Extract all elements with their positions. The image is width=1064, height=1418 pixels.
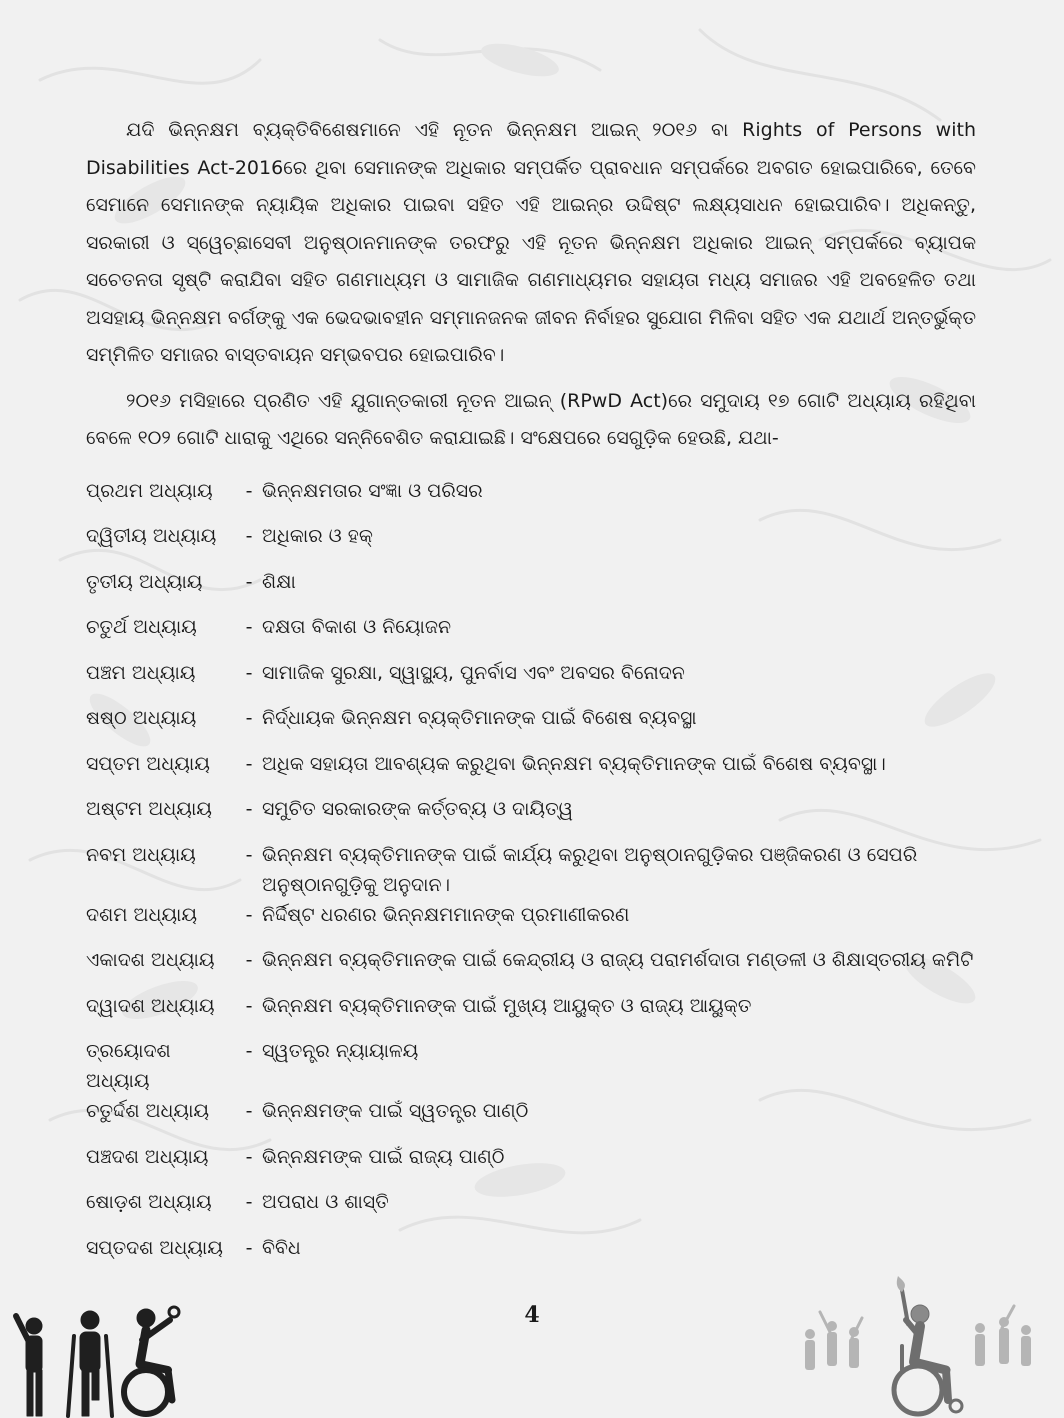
- chapter-dash: -: [245, 1236, 253, 1259]
- intro-paragraph: ଯଦି ଭିନ୍ନକ୍ଷମ ବ୍ୟକ୍ତିବିଶେଷମାନେ ଏହି ନୂତନ ଭିନ୍ନକ୍ଷମ ଆଇନ୍ ୨୦୧୬ ବା Rights of Persons with Disabilities Act-2016ରେ ଥିବା ସେମାନଙ୍କ ଅଧିକାର ସମ୍ପର୍କିତ ପ୍ରାବଧାନ ସମ୍ପର୍କରେ ଅବଗତ ହୋଇପାରିବେ, ତେବେ ସେମାନେ ସେମାନଙ୍କ ନ୍ୟାୟିକ ଅଧିକାର ପାଇବା ସହିତ ଏହି ଆଇନ୍ର ଉଦ୍ଦିଷ୍ଟ ଲକ୍ଷ୍ୟସାଧନ ହୋଇପାରିବ। ଅଧିକନ୍ତୁ, ସରକାରୀ ଓ ସ୍ୱେଚ୍ଛାସେବୀ ଅନୁଷ୍ଠାନମାନଙ୍କ ତରଫରୁ ଏହି ନୂତନ ଭିନ୍ନକ୍ଷମ ଅଧିକାର ଆଇନ୍ ସମ୍ପର୍କରେ ବ୍ୟାପକ ସଚେତନତା ସୃଷ୍ଟି କରାଯିବା ସହିତ ଗଣମାଧ୍ୟମ ଓ ସାମାଜିକ ଗଣମାଧ୍ୟମର ସହାୟତା ମଧ୍ୟ ସମାଜର ଏହି ଅବହେଳିତ ତଥା ଅସହାୟ ଭିନ୍ନକ୍ଷମ ବର୍ଗଙ୍କୁ ଏକ ଭେଦଭାବହୀନ ସମ୍ମାନଜନକ ଜୀବନ ନିର୍ବାହର ସୁଯୋଗ ମିଳିବା ସହିତ ଏକ ଯଥାର୍ଥ ଅନ୍ତର୍ଭୁକ୍ତ ସମ୍ମିଳିତ ସମାଜର ବାସ୍ତବାୟନ ସମ୍ଭବପର ହୋଇପାରିବ।: [86, 119, 976, 366]
- chapter-title: ବିବିଧ: [262, 1236, 301, 1259]
- chapter-dash: -: [245, 843, 253, 866]
- chapter-name: ଚତୁର୍ଥ ଅଧ୍ୟାୟ: [86, 616, 197, 638]
- chapter-title: ଭିନ୍ନକ୍ଷମ ବ୍ୟକ୍ତିମାନଙ୍କ ପାଇଁ ମୁଖ୍ୟ ଆୟୁକ୍ତ ଓ ରାଜ୍ୟ ଆୟୁକ୍ତ: [262, 994, 752, 1017]
- chapter-name: ନବମ ଅଧ୍ୟାୟ: [86, 843, 196, 866]
- chapter-title: ଭିନ୍ନକ୍ଷମଙ୍କ ପାଇଁ ସ୍ୱତନ୍ତ୍ର ପାଣ୍ଠି: [262, 1100, 529, 1122]
- chapter-dash: -: [245, 525, 253, 547]
- document-body: [86, 112, 976, 1278]
- chapter-dash: -: [245, 1040, 253, 1062]
- chapter-dash: -: [245, 949, 253, 971]
- chapter-title: ସମୁଚିତ ସରକାରଙ୍କ କର୍ତ୍ତବ୍ୟ ଓ ଦାୟିତ୍ୱ: [262, 798, 573, 820]
- chapter-dash: -: [245, 994, 253, 1017]
- chapter-name: ଦ୍ୱିତୀୟ ଅଧ୍ୟାୟ: [86, 525, 217, 547]
- chapter-title: ନିର୍ଦ୍ଦିଷ୍ଟ ଧରଣର ଭିନ୍ନକ୍ଷମମାନଙ୍କ ପ୍ରମାଣୀକରଣ: [262, 903, 630, 926]
- chapter-title: ଅଧିକ ସହାୟତା ଆବଶ୍ୟକ କରୁଥିବା ଭିନ୍ନକ୍ଷମ ବ୍ୟକ୍ତିମାନଙ୍କ ପାଇଁ ବିଶେଷ ବ୍ୟବସ୍ଥା।: [262, 752, 886, 775]
- chapter-title: ଶିକ୍ଷା: [262, 570, 296, 593]
- chapter-dash: -: [245, 752, 253, 775]
- chapter-list: [86, 476, 976, 1279]
- chapter-name: ଅଷ୍ଟମ ଅଧ୍ୟାୟ: [86, 798, 212, 820]
- chapter-title: ଭିନ୍ନକ୍ଷମ ବ୍ୟକ୍ତିମାନଙ୍କ ପାଇଁ କାର୍ଯ୍ୟ କରୁଥିବା ଅନୁଷ୍ଠାନଗୁଡ଼ିକର ପଞ୍ଜିକରଣ ଓ ସେପରି ଅନୁଷ୍ଠାନଗୁଡ଼ିକୁ ଅନୁଦାନ।: [262, 843, 918, 896]
- chapter-name: ଷଷ୍ଠ ଅଧ୍ୟାୟ: [86, 707, 197, 729]
- chapter-name: ଦଶମ ଅଧ୍ୟାୟ: [86, 903, 197, 926]
- chapter-dash: -: [245, 798, 253, 820]
- chapter-dash: -: [245, 570, 253, 593]
- chapter-dash: -: [245, 616, 253, 638]
- chapter-name: ପ୍ରଥମ ଅଧ୍ୟାୟ: [86, 479, 213, 502]
- act-summary-paragraph: ୨୦୧୬ ମସିହାରେ ପ୍ରଣିତ ଏହି ଯୁଗାନ୍ତକାରୀ ନୂତନ ଆଇନ୍ (RPwD Act)ରେ ସମୁଦାୟ ୧୭ ଗୋଟି ଅଧ୍ୟାୟ ରହିଥିବା ବେଳେ ୧୦୨ ଗୋଟି ଧାରାକୁ ଏଥିରେ ସନ୍ନିବେଶିତ କରାଯାଇଛି। ସଂକ୍ଷେପରେ ସେଗୁଡ଼ିକ ହେଉଛି, ଯଥା-: [86, 389, 976, 449]
- chapter-name: ତ୍ରୟୋଦଶ ଅଧ୍ୟାୟ: [86, 1040, 171, 1092]
- chapter-name: ସପ୍ତଦଶ ଅଧ୍ୟାୟ: [86, 1236, 223, 1259]
- chapter-dash: -: [245, 479, 253, 502]
- chapter-title: ନିର୍ଦ୍ଧାୟକ ଭିନ୍ନକ୍ଷମ ବ୍ୟକ୍ତିମାନଙ୍କ ପାଇଁ ବିଶେଷ ବ୍ୟବସ୍ଥା: [262, 707, 697, 729]
- chapter-dash: -: [245, 707, 253, 729]
- chapter-name: ଏକାଦଶ ଅଧ୍ୟାୟ: [86, 949, 215, 971]
- chapter-dash: -: [245, 903, 253, 926]
- chapter-dash: -: [245, 1191, 253, 1213]
- chapter-name: ତୃତୀୟ ଅଧ୍ୟାୟ: [86, 570, 203, 593]
- chapter-name: ପଞ୍ଚମ ଅଧ୍ୟାୟ: [86, 661, 196, 684]
- chapter-title: ସ୍ୱତନ୍ତ୍ର ନ୍ୟାୟାଳୟ: [262, 1040, 419, 1062]
- chapter-name: ସପ୍ତମ ଅଧ୍ୟାୟ: [86, 752, 210, 775]
- chapter-name: ଷୋଡ଼ଶ ଅଧ୍ୟାୟ: [86, 1191, 212, 1213]
- chapter-dash: -: [245, 661, 253, 684]
- disabled-persons-group-icon: [8, 1296, 188, 1418]
- chapter-dash: -: [245, 1100, 253, 1122]
- wheelchair-torch-bearer-crowd-icon: [790, 1272, 1040, 1418]
- chapter-title: ଦକ୍ଷତା ବିକାଶ ଓ ନିୟୋଜନ: [262, 616, 452, 638]
- chapter-name: ଚତୁର୍ଦ୍ଦଶ ଅଧ୍ୟାୟ: [86, 1100, 210, 1122]
- chapter-title: ଅପରାଧ ଓ ଶାସ୍ତି: [262, 1191, 389, 1213]
- chapter-title: ଅଧିକାର ଓ ହକ୍: [262, 525, 373, 547]
- chapter-title: ଭିନ୍ନକ୍ଷମ ବ୍ୟକ୍ତିମାନଙ୍କ ପାଇଁ କେନ୍ଦ୍ରୀୟ ଓ ରାଜ୍ୟ ପରାମର୍ଶଦାତା ମଣ୍ଡଳୀ ଓ ଶିକ୍ଷାସ୍ତରୀୟ କମିଟି: [262, 949, 974, 971]
- chapter-name: ପଞ୍ଚଦଶ ଅଧ୍ୟାୟ: [86, 1145, 209, 1168]
- chapter-title: ସାମାଜିକ ସୁରକ୍ଷା, ସ୍ୱାସ୍ଥ୍ୟ, ପୁନର୍ବାସ ଏବଂ ଅବସର ବିନୋଦନ: [262, 661, 685, 684]
- chapter-dash: -: [245, 1145, 253, 1168]
- page-number: 4: [524, 1302, 540, 1328]
- chapter-title: ଭିନ୍ନକ୍ଷମତାର ସଂଜ୍ଞା ଓ ପରିସର: [262, 479, 483, 502]
- chapter-title: ଭିନ୍ନକ୍ଷମଙ୍କ ପାଇଁ ରାଜ୍ୟ ପାଣ୍ଠି: [262, 1145, 505, 1168]
- chapter-name: ଦ୍ୱାଦଶ ଅଧ୍ୟାୟ: [86, 994, 215, 1017]
